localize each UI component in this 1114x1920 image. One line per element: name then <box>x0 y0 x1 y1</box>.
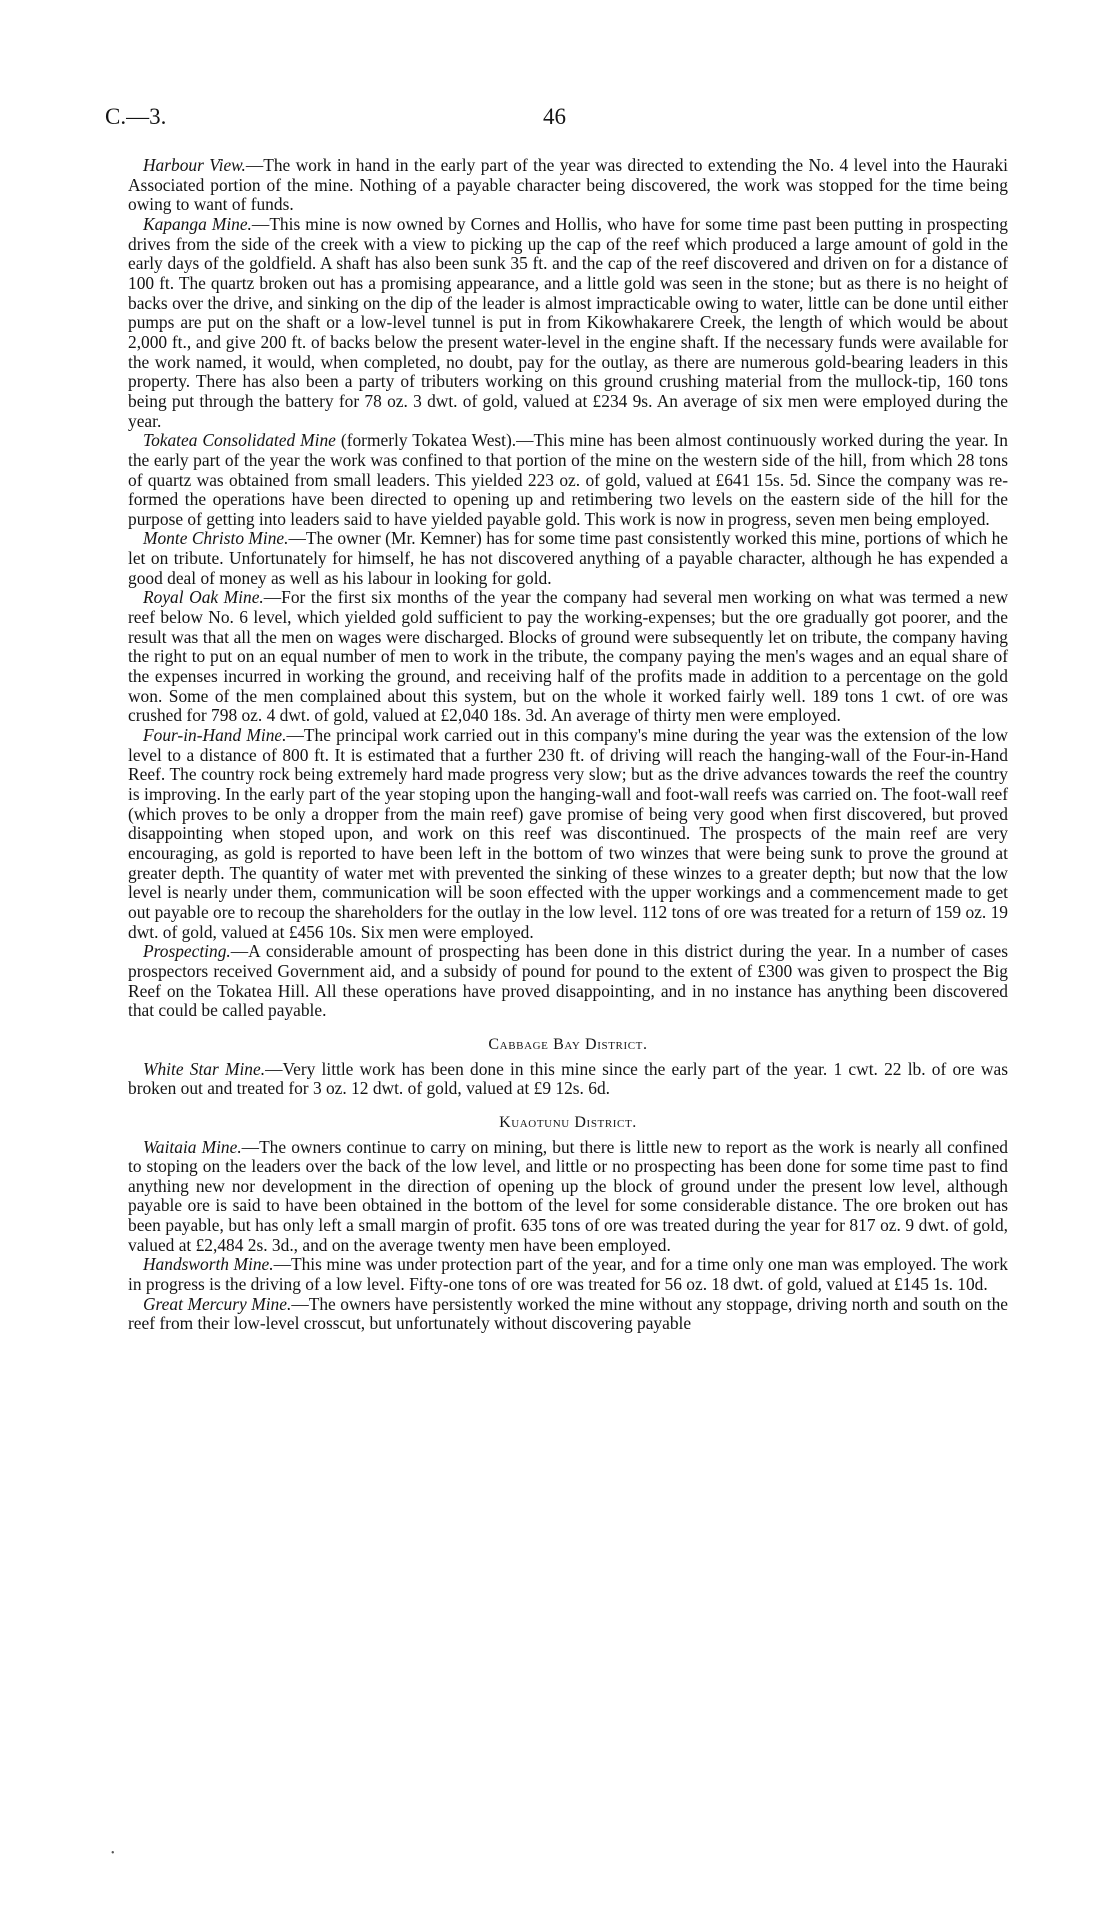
paragraph-text: (formerly Tokatea West).—This mine has been almost continuously worked during the year. In the early part of the year the work was confined to that portion of the mine on the western side of the hill, from which 28 tons of quartz was obtained from small leaders. This yielded 223 oz. of gold, valued at £641 15s. 5d. Since the company was re-formed the operations have been directed to opening up and retimbering two levels on the eastern side of the hill for the purpose of getting into leaders said to have yielded payable gold. This work is now in progress, seven men being employed. <box>128 430 1008 529</box>
paragraph-text: —The principal work carried out in this company's mine during the year was the extension of the low level to a distance of 800 ft. It is estimated that a further 230 ft. of driving will reach the hanging-wall of the Four-in-Hand Reef. The country rock being extremely hard made progress very slow; but as the drive advances towards the reef the country is improving. In the early part of the year stoping upon the hanging-wall and foot-wall reefs was carried on. The foot-wall reef (which proves to be only a dropper from the main reef) gave promise of being very good when first discovered, but proved disappointing when stoped upon, and work on this reef was discontinued. The prospects of the main reef are very encouraging, as gold is reported to have been left in the bottom of two winzes that were being sunk to prove the ground at greater depth. The quantity of water met with prevented the sinking of these winzes to a greater depth; but now that the low level is nearly under them, communication will be soon effected with the upper workings and a commencement made to get out payable ore to recoup the shareholders for the outlay in the low level. 112 tons of ore was treated for a return of 159 oz. 19 dwt. of gold, valued at £456 10s. Six men were employed. <box>128 725 1008 942</box>
mine-paragraph <box>128 588 1008 726</box>
mine-name: Monte Christo Mine. <box>143 528 289 549</box>
paragraph-text: —The owners have persistently worked the mine without any stoppage, driving north and south on the reef from their low-level crosscut, but unfortunately without discovering payable <box>128 1293 1008 1334</box>
paragraph-text: —This mine was under protection part of the year, and for a time only one man was employed. The work in progress is the driving of a low level. Fifty-one tons of ore was treated for 56 oz. 18 dwt. of gold, valued at £145 1s. 10d. <box>128 1254 1008 1295</box>
district-heading: Kuaotunu District. <box>499 1113 637 1131</box>
mine-paragraph <box>128 215 1008 431</box>
mine-name: Handsworth Mine. <box>143 1254 274 1275</box>
mine-paragraph <box>128 1138 1008 1256</box>
paragraph-text: —This mine is now owned by Cornes and Hollis, who have for some time past been putting in prospecting drives from the side of the creek with a view to picking up the cap of the reef which produced a large amount of gold in the early days of the goldfield. A shaft has also been sunk 35 ft. and the cap of the reef discovered and driven on for a distance of 100 ft. The quartz broken out has a promising appearance, and a little gold was seen in the stone; but as there is no height of backs over the drive, and sinking on the dip of the leader is almost impracticable owing to water, little can be done until either pumps are put on the shaft or a low-level tunnel is put in from Kikowhakarere Creek, the length of which would be about 2,000 ft., and give 200 ft. of backs below the present water-level in the engine shaft. If the necessary funds were available for the work named, it would, when completed, no doubt, pay for the outlay, as there are numerous gold-bearing leaders in this property. There has also been a party of tributers working on this ground crushing material from the mullock-tip, 160 tons being put through the battery for 78 oz. 3 dwt. of gold, valued at £234 9s. An average of six men were employed during the year. <box>128 213 1009 431</box>
mine-name: Four-in-Hand Mine. <box>143 725 287 746</box>
mine-paragraph <box>128 942 1008 1021</box>
mine-name: Waitaia Mine. <box>143 1136 242 1157</box>
body-text <box>128 156 1008 1334</box>
mine-paragraph <box>128 1060 1008 1099</box>
mine-paragraph <box>128 1255 1008 1294</box>
mine-name: Harbour View. <box>143 155 246 175</box>
running-head <box>105 104 1005 138</box>
mine-paragraph <box>128 726 1008 942</box>
paragraph-text: —The owner (Mr. Kemner) has for some time past consistently worked this mine, portions of which he let on tribute. Unfortunately for himself, he has not discovered anything of a payable character, although he has expended a good deal of money as well as his labour in looking for gold. <box>128 528 1008 588</box>
district-heading: Cabbage Bay District. <box>488 1035 648 1053</box>
mine-name: White Star Mine. <box>143 1058 266 1079</box>
page-number: 46 <box>543 104 566 129</box>
paragraph-text: —Very little work has been done in this mine since the early part of the year. 1 cwt. 22 lb. of ore was broken out and treated for 3 oz. 12 dwt. of gold, valued at £9 12s. 6d. <box>128 1058 1008 1099</box>
mine-name: Royal Oak Mine. <box>143 587 264 608</box>
paragraph-text: —For the first six months of the year the company had several men working on what was termed a new reef below No. 6 level, which yielded gold sufficient to pay the working-expenses; but the ore gradually got poorer, and the result was that all the men on wages were discharged. Blocks of ground were subsequently let on tribute, the company having the right to put on an equal number of men to work in the tribute, the company paying the men's wages and an equal share of the expenses incurred in working the ground, and receiving half of the profits made in addition to a percentage on the gold won. Some of the men complained about this system, but on the whole it worked fairly well. 189 tons 1 cwt. of ore was crushed for 798 oz. 4 dwt. of gold, valued at £2,040 18s. 3d. An average of thirty men were employed. <box>128 587 1009 726</box>
mine-paragraph <box>128 431 1008 529</box>
mine-paragraph <box>128 1295 1008 1334</box>
mine-paragraph <box>128 156 1008 215</box>
scan-mark: • <box>111 1848 115 1859</box>
mine-name: Tokatea Consolidated Mine <box>143 430 336 451</box>
report-reference: C.—3. <box>105 104 167 129</box>
paragraph-text: —A considerable amount of prospecting has been done in this district during the year. In a number of cases prospectors received Government aid, and a subsidy of pound for pound to the extent of £300 was given to prospect the Big Reef on the Tokatea Hill. All these operations have proved disappointing, and in no instance has anything been discovered that could be called payable. <box>128 941 1008 1021</box>
paragraph-text: —The owners continue to carry on mining, but there is little new to report as the work is nearly all confined to stoping on the leaders over the back of the low level, and little or no prospecting has been done for some time past to find anything new nor development in the direction of opening up the block of ground under the present low level, although payable ore is said to have been obtained in the bottom of the level for some considerable distance. The ore broken out has been payable, but has only left a small margin of profit. 635 tons of ore was treated during the year for 817 oz. 9 dwt. of gold, valued at £2,484 2s. 3d., and on the average twenty men have been employed. <box>128 1136 1008 1255</box>
paragraph-text: —The work in hand in the early part of the year was directed to extending the No. 4 level into the Hauraki Associated portion of the mine. Nothing of a payable character being discovered, the work was stopped for the time being owing to want of funds. <box>128 155 1008 215</box>
mine-name: Kapanga Mine. <box>143 213 252 234</box>
mine-paragraph <box>128 529 1008 588</box>
mine-name: Prospecting. <box>143 941 231 962</box>
mine-name: Great Mercury Mine. <box>143 1293 292 1314</box>
